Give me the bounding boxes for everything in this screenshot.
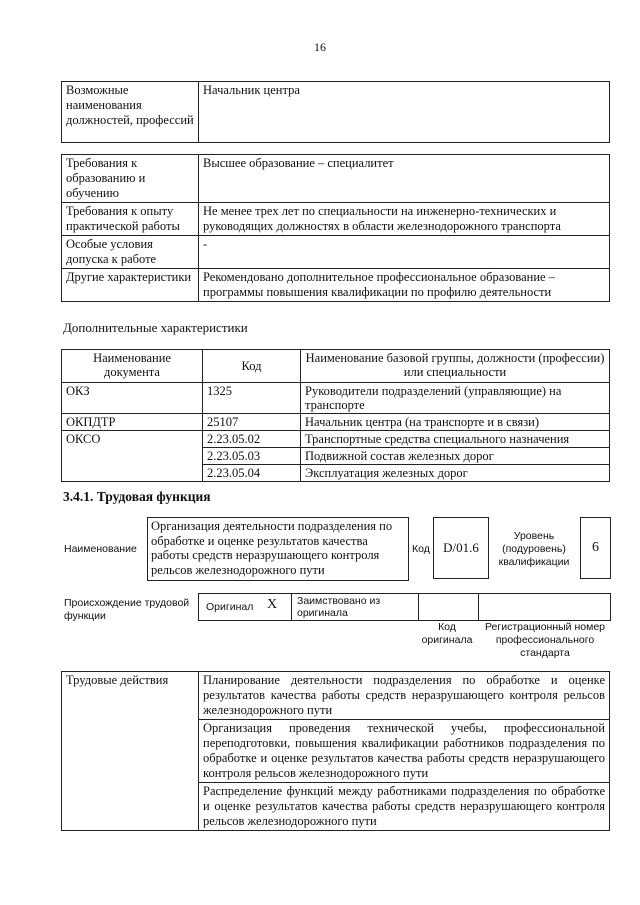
reg-number-label: Регистрационный номер профессионального стандарта bbox=[485, 621, 605, 659]
borrowed-label: Заимствовано из оригинала bbox=[297, 595, 381, 619]
row-name: Эксплуатация железных дорог bbox=[301, 465, 610, 482]
level-label: Уровень (подуровень) квалификации bbox=[498, 530, 570, 568]
header-document: Наименование документа bbox=[62, 350, 203, 383]
divider bbox=[291, 594, 292, 620]
row-code: 25107 bbox=[203, 414, 301, 431]
row-doc: ОКЗ bbox=[62, 383, 203, 414]
table-row bbox=[62, 203, 610, 236]
row-doc: ОКПДТР bbox=[62, 414, 203, 431]
divider bbox=[478, 594, 479, 620]
additional-table bbox=[61, 349, 610, 482]
table-row bbox=[62, 414, 610, 431]
positions-label: Возможные наименования должностей, профессий bbox=[62, 82, 199, 143]
table-row bbox=[62, 672, 610, 720]
code-original-label: Код оригинала bbox=[421, 621, 473, 646]
row-name: Подвижной состав железных дорог bbox=[301, 448, 610, 465]
origin-label: Происхождение трудовой функции bbox=[64, 597, 190, 622]
education-value: Высшее образование – специалитет bbox=[199, 155, 610, 203]
positions-value: Начальник центра bbox=[199, 82, 610, 143]
table-row bbox=[62, 269, 610, 302]
header-name: Наименование базовой группы, должности (профессии) или специальности bbox=[301, 350, 610, 383]
function-name: Организация деятельности подразделения по обработке и оценке результатов качества работы средств неразрушающего контроля рельсов железнодорожного пути bbox=[147, 517, 409, 581]
table-row bbox=[62, 236, 610, 269]
original-label: Оригинал bbox=[206, 601, 254, 613]
other-value: Рекомендовано дополнительное профессиональное образование – программы повышения квалификации по профилю деятельности bbox=[199, 269, 610, 302]
experience-label: Требования к опыту практической работы bbox=[62, 203, 199, 236]
positions-table bbox=[61, 81, 610, 143]
function-code: D/01.6 bbox=[433, 517, 489, 579]
page-number: 16 bbox=[314, 40, 326, 54]
row-code: 2.23.05.04 bbox=[203, 465, 301, 482]
admission-label: Особые условия допуска к работе bbox=[62, 236, 199, 269]
education-label: Требования к образованию и обучению bbox=[62, 155, 199, 203]
name-label: Наименование bbox=[64, 543, 137, 555]
origin-box bbox=[198, 593, 611, 621]
other-label: Другие характеристики bbox=[62, 269, 199, 302]
table-header-row bbox=[62, 350, 610, 383]
action-item: Организация проведения технической учебы, профессиональной переподготовки, повышения квалификации работников подразделения по обработке и оценке результатов качества работы средств неразрушающего контроля рельсов железнодорожного пути bbox=[199, 720, 610, 783]
table-row bbox=[62, 82, 610, 143]
table-row bbox=[62, 155, 610, 203]
code-label: Код bbox=[412, 543, 430, 555]
actions-label: Трудовые действия bbox=[62, 672, 199, 831]
original-mark: X bbox=[267, 597, 278, 612]
table-row bbox=[62, 383, 610, 414]
requirements-table bbox=[61, 154, 610, 302]
row-code: 1325 bbox=[203, 383, 301, 414]
section-title: Дополнительные характеристики bbox=[63, 320, 248, 335]
row-code: 2.23.05.02 bbox=[203, 431, 301, 448]
actions-table bbox=[61, 671, 610, 831]
action-item: Планирование деятельности подразделения по обработке и оценке результатов качества работы средств неразрушающего контроля рельсов железнодорожного пути bbox=[199, 672, 610, 720]
row-name: Транспортные средства специального назначения bbox=[301, 431, 610, 448]
experience-value: Не менее трех лет по специальности на инженерно-технических и руководящих должностях в области железнодорожного транспорта bbox=[199, 203, 610, 236]
action-item: Распределение функций между работниками подразделения по обработке и оценке результатов качества работы средств неразрушающего контроля рельсов железнодорожного пути bbox=[199, 783, 610, 831]
row-code: 2.23.05.03 bbox=[203, 448, 301, 465]
row-name: Начальник центра (на транспорте и в связи) bbox=[301, 414, 610, 431]
table-row bbox=[62, 431, 610, 448]
divider bbox=[418, 594, 419, 620]
row-doc: ОКСО bbox=[62, 431, 203, 482]
admission-value: - bbox=[199, 236, 610, 269]
row-name: Руководители подразделений (управляющие) на транспорте bbox=[301, 383, 610, 414]
header-code: Код bbox=[203, 350, 301, 383]
function-title: 3.4.1. Трудовая функция bbox=[63, 489, 211, 504]
level-value: 6 bbox=[580, 517, 611, 579]
